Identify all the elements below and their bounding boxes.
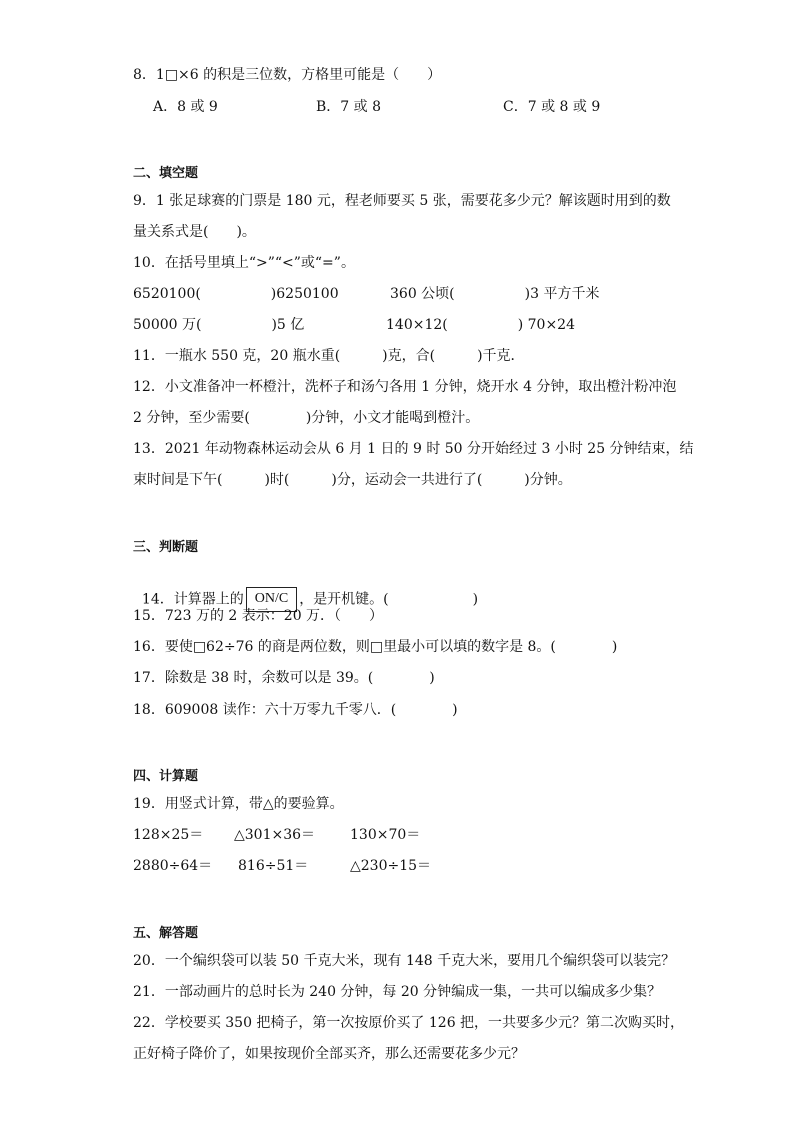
question-8: 8．1□×6 的积是三位数，方格里可能是（ ） (133, 67, 442, 83)
calculator-key-on-c: ON/C (246, 587, 297, 612)
calc-item-5: 816÷51＝ (238, 858, 309, 874)
question-13-line-2: 束时间是下午( )时( )分，运动会一共进行了( )分钟。 (133, 472, 572, 488)
calc-item-6: △230÷15＝ (350, 858, 432, 874)
section-heading-fill-in: 二、填空题 (133, 166, 199, 181)
question-19: 19．用竖式计算，带△的要验算。 (133, 796, 344, 812)
question-8-option-c: C．7 或 8 或 9 (503, 99, 601, 115)
question-15: 15．723 万的 2 表示：20 万．（ ） (133, 608, 384, 624)
section-heading-true-false: 三、判断题 (133, 540, 199, 555)
question-14-suffix: ，是开机键。( ) (299, 591, 479, 608)
question-10: 10．在括号里填上“>”“<”或“=”。 (133, 255, 355, 271)
question-22-line-2: 正好椅子降价了，如果按现价全部买齐，那么还需要花多少元？ (133, 1046, 525, 1062)
question-10-item-3: 50000 万( )5 亿 (133, 317, 305, 333)
question-8-option-b: B．7 或 8 (316, 99, 382, 115)
calc-item-4: 2880÷64＝ (133, 858, 213, 874)
question-9-line-2: 量关系式是( )。 (133, 224, 256, 240)
question-18: 18．609008 读作：六十万零九千零八．( ) (133, 702, 458, 718)
section-heading-calculation: 四、计算题 (133, 769, 199, 784)
question-20: 20．一个编织袋可以装 50 千克大米，现有 148 千克大米，要用几个编织袋可以装完？ (133, 953, 676, 969)
question-8-option-a: A．8 或 9 (153, 99, 218, 115)
question-21: 21．一部动画片的总时长为 240 分钟，每 20 分钟编成一集，一共可以编成多少集？ (133, 984, 662, 1000)
question-13-line-1: 13．2021 年动物森林运动会从 6 月 1 日的 9 时 50 分开始经过 3 小时 25 分钟结束，结 (133, 441, 694, 457)
calc-item-3: 130×70＝ (350, 827, 421, 843)
question-10-item-2: 360 公顷( )3 平方千米 (390, 286, 600, 302)
question-10-item-4: 140×12( ) 70×24 (386, 317, 575, 333)
question-17: 17．除数是 38 时，余数可以是 39。( ) (133, 670, 435, 686)
question-9-line-1: 9．1 张足球赛的门票是 180 元，程老师要买 5 张，需要花多少元？解该题时用到的数 (133, 193, 671, 209)
question-12-line-2: 2 分钟，至少需要( )分钟，小文才能喝到橙汁。 (133, 410, 480, 426)
question-12-line-1: 12．小文准备冲一杯橙汁，洗杯子和汤勺各用 1 分钟，烧开水 4 分钟，取出橙汁粉冲泡 (133, 379, 677, 395)
question-10-item-1: 6520100( )6250100 (133, 286, 339, 302)
question-14-prefix: 14．计算器上的 (141, 591, 244, 608)
section-heading-word-problems: 五、解答题 (133, 926, 199, 941)
question-16: 16．要使□62÷76 的商是两位数，则□里最小可以填的数字是 8。( ) (133, 639, 618, 655)
calc-item-2: △301×36＝ (234, 827, 316, 843)
question-11: 11．一瓶水 550 克，20 瓶水重( )克，合( )千克． (133, 348, 525, 364)
calc-item-1: 128×25＝ (133, 827, 204, 843)
question-22-line-1: 22．学校要买 350 把椅子，第一次按原价买了 126 把，一共要多少元？第二次购买时， (133, 1015, 685, 1031)
